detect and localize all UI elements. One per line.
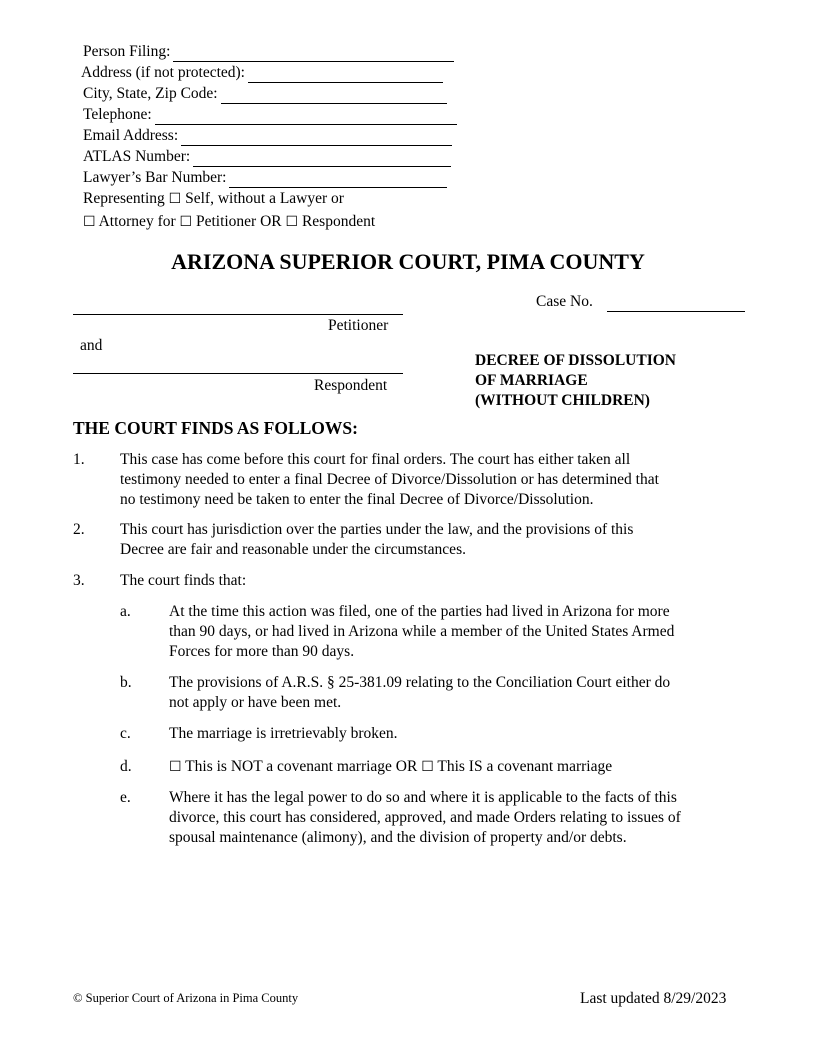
self-checkbox[interactable]: ☐ xyxy=(168,191,182,207)
text-line: The court finds that: xyxy=(120,572,247,589)
text-line: spousal maintenance (alimony), and the division of property and/or debts. xyxy=(169,829,627,846)
not-covenant-label: This is NOT a covenant marriage OR xyxy=(185,758,418,775)
atlas-number-label: ATLAS Number: xyxy=(83,148,191,165)
subfinding-a-text xyxy=(169,602,674,662)
telephone-field xyxy=(83,105,457,125)
atlas-number-field xyxy=(83,147,451,167)
text-line: This court has jurisdiction over the parties under the law, and the provisions of this xyxy=(120,521,634,538)
text-line: no testimony need be taken to enter the final Decree of Divorce/Dissolution. xyxy=(120,491,594,508)
subfinding-letter: d. xyxy=(120,758,132,775)
person-filing-field xyxy=(83,42,454,62)
self-label: Self, without a Lawyer or xyxy=(185,190,344,207)
decree-title-line: OF MARRIAGE xyxy=(475,372,588,389)
text-line: At the time this action was filed, one of the parties had lived in Arizona for more xyxy=(169,603,670,620)
text-line: not apply or have been met. xyxy=(169,694,342,711)
subfinding-d-text xyxy=(169,757,612,777)
subfinding-letter: b. xyxy=(120,674,132,691)
text-line: Forces for more than 90 days. xyxy=(169,643,355,660)
finding-2-text xyxy=(120,520,633,560)
address-field xyxy=(81,63,443,83)
text-line: The provisions of A.R.S. § 25-381.09 relating to the Conciliation Court either do xyxy=(169,674,671,691)
respondent-label: Respondent xyxy=(301,213,376,230)
telephone-input[interactable] xyxy=(155,109,457,125)
respondent-checkbox[interactable]: ☐ xyxy=(285,214,299,230)
bar-number-field xyxy=(83,168,447,188)
and-label: and xyxy=(80,337,103,354)
is-covenant-label: This IS a covenant marriage xyxy=(437,758,613,775)
person-filing-label: Person Filing: xyxy=(83,43,171,60)
atlas-number-input[interactable] xyxy=(193,151,451,167)
petitioner-name-line[interactable] xyxy=(73,314,403,315)
is-covenant-checkbox[interactable]: ☐ xyxy=(421,759,434,775)
petitioner-checkbox[interactable]: ☐ xyxy=(179,214,193,230)
petitioner-caption-label: Petitioner xyxy=(328,317,389,334)
city-state-zip-label: City, State, Zip Code: xyxy=(83,85,218,102)
respondent-name-line[interactable] xyxy=(73,373,403,374)
case-number-input[interactable] xyxy=(607,311,745,312)
attorney-row xyxy=(83,212,375,232)
text-line: testimony needed to enter a final Decree of Divorce/Dissolution or has determined that xyxy=(120,471,659,488)
footer-copyright: © Superior Court of Arizona in Pima County xyxy=(73,991,299,1005)
attorney-checkbox[interactable]: ☐ xyxy=(83,214,96,230)
court-title: ARIZONA SUPERIOR COURT, PIMA COUNTY xyxy=(171,249,645,274)
finding-number: 1. xyxy=(73,451,85,468)
subfinding-letter: e. xyxy=(120,789,131,806)
respondent-caption-label: Respondent xyxy=(314,377,388,394)
city-state-zip-field xyxy=(83,84,447,104)
bar-number-input[interactable] xyxy=(229,172,447,188)
footer-last-updated: Last updated 8/29/2023 xyxy=(580,990,727,1007)
representing-row xyxy=(83,189,344,209)
address-label: Address (if not protected): xyxy=(81,64,245,81)
city-state-zip-input[interactable] xyxy=(221,88,447,104)
subfinding-letter: a. xyxy=(120,603,131,620)
subfinding-letter: c. xyxy=(120,725,131,742)
email-label: Email Address: xyxy=(83,127,179,144)
subfinding-b-text xyxy=(169,673,670,713)
finding-number: 3. xyxy=(73,572,85,589)
person-filing-input[interactable] xyxy=(173,46,454,62)
petitioner-label: Petitioner OR xyxy=(195,213,282,230)
finding-number: 2. xyxy=(73,521,85,538)
subfinding-c-text xyxy=(169,724,398,744)
email-input[interactable] xyxy=(181,130,452,146)
telephone-label: Telephone: xyxy=(83,106,152,123)
text-line: The marriage is irretrievably broken. xyxy=(169,725,398,742)
text-line: divorce, this court has considered, approved, and made Orders relating to issues of xyxy=(169,809,681,826)
email-field xyxy=(83,126,452,146)
bar-number-label: Lawyer’s Bar Number: xyxy=(83,169,227,186)
finding-3-text xyxy=(120,571,246,591)
text-line: Decree are fair and reasonable under the circumstances. xyxy=(120,541,466,558)
finding-1-text xyxy=(120,450,659,510)
findings-heading: THE COURT FINDS AS FOLLOWS: xyxy=(73,418,358,438)
case-number-label: Case No. xyxy=(536,293,593,310)
decree-title-line: (WITHOUT CHILDREN) xyxy=(475,392,650,409)
decree-title xyxy=(475,351,676,411)
text-line: This case has come before this court for final orders. The court has either taken all xyxy=(120,451,631,468)
subfinding-e-text xyxy=(169,788,681,848)
not-covenant-checkbox[interactable]: ☐ xyxy=(169,759,182,775)
attorney-for-label: Attorney for xyxy=(98,213,176,230)
text-line: than 90 days, or had lived in Arizona while a member of the United States Armed xyxy=(169,623,675,640)
decree-title-line: DECREE OF DISSOLUTION xyxy=(475,352,676,369)
representing-label: Representing xyxy=(83,190,165,207)
text-line: Where it has the legal power to do so and where it is applicable to the facts of this xyxy=(169,789,677,806)
address-input[interactable] xyxy=(248,67,443,83)
